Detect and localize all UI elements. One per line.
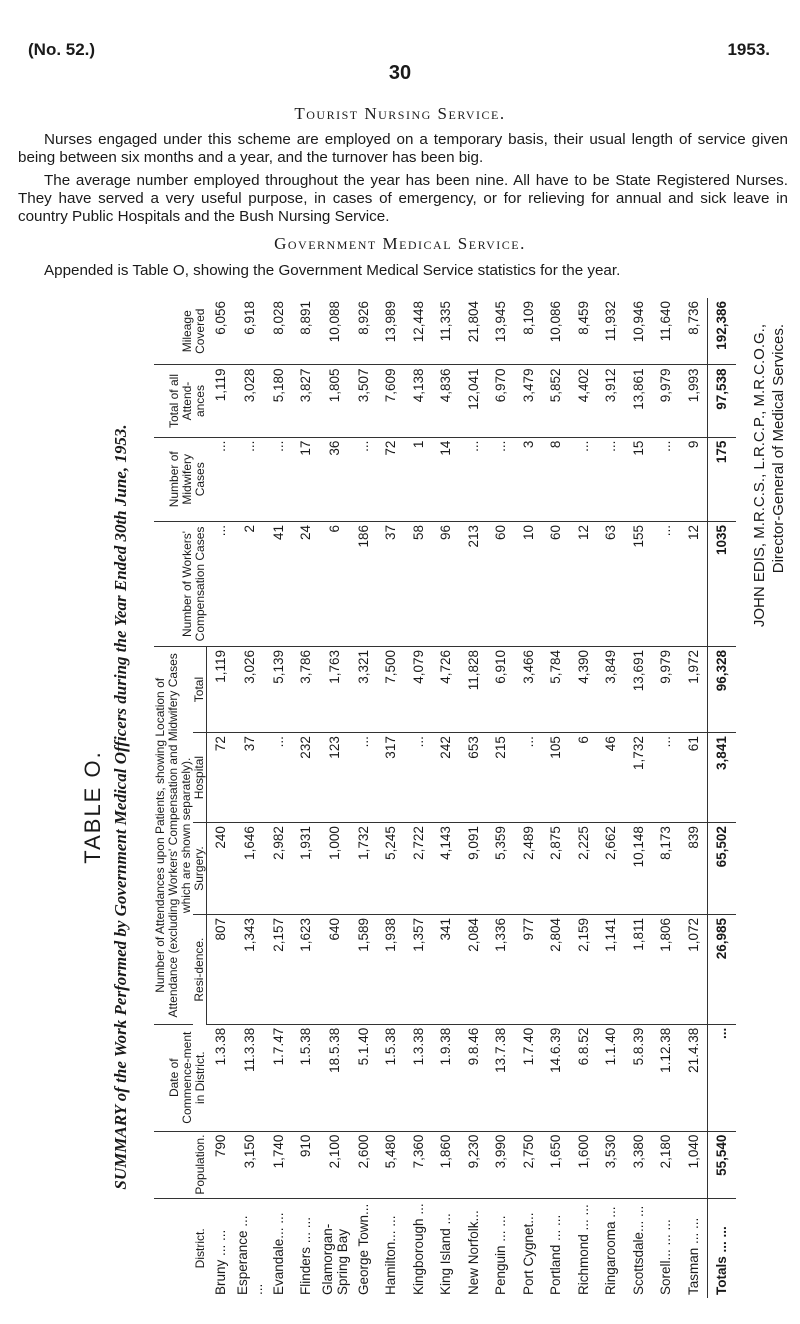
cell-midwifery: 36: [320, 437, 350, 521]
cell-all-attendances: 7,609: [377, 365, 405, 437]
cell-mileage: 6,918: [235, 298, 265, 365]
cell-total: 5,139: [265, 646, 293, 732]
cell-surgery: 2,225: [570, 823, 598, 915]
cell-hospital: 61: [680, 733, 708, 823]
col-date-commencement: Date of Commence-ment in District.: [154, 1024, 207, 1131]
cell-workers-comp: ...: [207, 521, 235, 646]
cell-total: 7,500: [377, 646, 405, 732]
cell-surgery: 1,646: [235, 823, 265, 915]
cell-all-attendances: 3,507: [350, 365, 378, 437]
cell-surgery: 5,359: [487, 823, 515, 915]
cell-residence: 1,806: [652, 914, 680, 1024]
cell-midwifery: ...: [235, 437, 265, 521]
col-residence: Resi-dence.: [193, 914, 207, 1024]
table-subtitle: SUMMARY of the Work Performed by Government Medical Officers during the Year Ended 30th June, 1953.: [111, 424, 130, 1190]
cell-surgery: 2,875: [542, 823, 570, 915]
cell-all-attendances: 5,180: [265, 365, 293, 437]
header-doc-number: (No. 52.): [28, 40, 96, 59]
cell-workers-comp: 10: [515, 521, 543, 646]
rotated-table-container: [60, 290, 800, 1324]
cell-total: 9,979: [652, 646, 680, 732]
cell-hospital: 317: [377, 733, 405, 823]
cell-date: 6.8.52: [570, 1024, 598, 1131]
cell-total: 3,786: [292, 646, 320, 732]
cell-population: 3,150: [235, 1131, 265, 1198]
cell-date: 1.5.38: [292, 1024, 320, 1131]
cell-district: Kingborough ...: [410, 1203, 426, 1295]
cell-residence: 2,157: [265, 914, 293, 1024]
cell-district: Portland ... ...: [548, 1214, 564, 1295]
cell-date: 1.9.38: [432, 1024, 460, 1131]
total-cell-date: ...: [708, 1024, 736, 1131]
cell-surgery: 2,982: [265, 823, 293, 915]
cell-workers-comp: 6: [320, 521, 350, 646]
table-row: [487, 298, 515, 1298]
cell-total: 1,119: [207, 646, 235, 732]
cell-midwifery: ...: [487, 437, 515, 521]
cell-district: King Island ...: [438, 1213, 454, 1295]
cell-district: Richmond ... ...: [575, 1204, 591, 1295]
cell-total: 6,910: [487, 646, 515, 732]
cell-total: 3,026: [235, 646, 265, 732]
col-total-attendances: Total of all Attend-ances: [154, 365, 207, 437]
cell-all-attendances: 5,852: [542, 365, 570, 437]
table-row: [597, 298, 625, 1298]
cell-district: Hamilton... ...: [383, 1215, 399, 1295]
table-row: [460, 298, 488, 1298]
page-number: 30: [388, 62, 412, 84]
cell-district: Tasman ... ...: [685, 1217, 701, 1295]
cell-surgery: 240: [207, 823, 235, 915]
col-total: Total: [193, 646, 207, 732]
table-row: [292, 298, 320, 1298]
cell-midwifery: ...: [265, 437, 293, 521]
col-district: District.: [192, 1228, 207, 1269]
cell-total: 3,321: [350, 646, 378, 732]
cell-residence: 807: [207, 914, 235, 1024]
cell-district: Ringarooma ...: [603, 1206, 619, 1295]
total-cell-residence: 26,985: [708, 914, 736, 1024]
cell-population: 790: [207, 1131, 235, 1198]
cell-population: 9,230: [460, 1131, 488, 1198]
cell-date: 5.8.39: [625, 1024, 653, 1131]
cell-date: 1.7.47: [265, 1024, 293, 1131]
cell-surgery: 9,091: [460, 823, 488, 915]
table-row: [265, 298, 293, 1298]
cell-population: 1,740: [265, 1131, 293, 1198]
section-title-tourist-nursing: Tourist Nursing Service.: [294, 104, 506, 123]
cell-mileage: 8,459: [570, 298, 598, 365]
cell-residence: 1,336: [487, 914, 515, 1024]
cell-district: Port Cygnet...: [520, 1212, 536, 1295]
cell-mileage: 12,448: [405, 298, 433, 365]
cell-workers-comp: 63: [597, 521, 625, 646]
cell-residence: 1,357: [405, 914, 433, 1024]
cell-population: 910: [292, 1131, 320, 1198]
total-cell-hospital: 3,841: [708, 733, 736, 823]
cell-surgery: 10,148: [625, 823, 653, 915]
cell-population: 1,040: [680, 1131, 708, 1198]
cell-residence: 1,343: [235, 914, 265, 1024]
cell-midwifery: ...: [350, 437, 378, 521]
cell-workers-comp: 41: [265, 521, 293, 646]
table-row: [235, 298, 265, 1298]
total-cell-total: 96,328: [708, 646, 736, 732]
cell-surgery: 1,931: [292, 823, 320, 915]
cell-all-attendances: 4,138: [405, 365, 433, 437]
cell-mileage: 10,086: [542, 298, 570, 365]
cell-workers-comp: 12: [680, 521, 708, 646]
total-cell-mileage: 192,386: [708, 298, 736, 365]
cell-residence: 1,938: [377, 914, 405, 1024]
cell-district: Glamorgan-Spring Bay: [319, 1223, 350, 1295]
table-o: [154, 298, 736, 1298]
cell-total: 1,763: [320, 646, 350, 732]
table-o-rotated: [60, 290, 800, 1324]
tourist-paragraph-2: The average number employed throughout the year has been nine. All have to be State Registered Nurses. They have served a very useful purpose, in cases of emergency, or for relieving for annual and sick leave in country Public Hospitals and the Bush Nursing Service.: [18, 172, 788, 225]
col-midwifery: Number of Midwifery Cases: [154, 437, 207, 521]
cell-population: 1,860: [432, 1131, 460, 1198]
cell-surgery: 2,489: [515, 823, 543, 915]
cell-surgery: 4,143: [432, 823, 460, 915]
cell-surgery: 8,173: [652, 823, 680, 915]
table-row: [515, 298, 543, 1298]
cell-workers-comp: 24: [292, 521, 320, 646]
cell-mileage: 11,640: [652, 298, 680, 365]
cell-surgery: 2,662: [597, 823, 625, 915]
cell-residence: 2,804: [542, 914, 570, 1024]
cell-total: 4,390: [570, 646, 598, 732]
cell-residence: 1,589: [350, 914, 378, 1024]
cell-date: 1.3.38: [207, 1024, 235, 1131]
cell-surgery: 5,245: [377, 823, 405, 915]
header-year: 1953.: [727, 40, 770, 59]
table-row: [207, 298, 235, 1298]
cell-hospital: 232: [292, 733, 320, 823]
table-row: [570, 298, 598, 1298]
col-workers-compensation: Number of Workers' Compensation Cases: [154, 521, 207, 646]
cell-mileage: 6,056: [207, 298, 235, 365]
total-cell-midwifery: 175: [708, 437, 736, 521]
cell-total: 4,726: [432, 646, 460, 732]
total-cell-workers-comp: 1035: [708, 521, 736, 646]
total-cell-surgery: 65,502: [708, 823, 736, 915]
cell-district: Evandale... ...: [270, 1212, 286, 1295]
cell-residence: 1,811: [625, 914, 653, 1024]
table-row: [405, 298, 433, 1298]
cell-mileage: 11,932: [597, 298, 625, 365]
cell-population: 2,180: [652, 1131, 680, 1198]
cell-population: 1,600: [570, 1131, 598, 1198]
cell-district: Flinders ... ...: [298, 1216, 314, 1295]
cell-midwifery: 3: [515, 437, 543, 521]
table-row: [350, 298, 378, 1298]
cell-total: 3,849: [597, 646, 625, 732]
cell-date: 14.6.39: [542, 1024, 570, 1131]
cell-residence: 341: [432, 914, 460, 1024]
cell-all-attendances: 6,970: [487, 365, 515, 437]
cell-all-attendances: 4,402: [570, 365, 598, 437]
cell-mileage: 11,335: [432, 298, 460, 365]
cell-all-attendances: 9,979: [652, 365, 680, 437]
cell-hospital: 6: [570, 733, 598, 823]
cell-date: 1.12.38: [652, 1024, 680, 1131]
col-mileage: Mileage Covered: [154, 298, 207, 365]
cell-midwifery: 72: [377, 437, 405, 521]
cell-population: 3,990: [487, 1131, 515, 1198]
cell-population: 5,480: [377, 1131, 405, 1198]
cell-mileage: 8,028: [265, 298, 293, 365]
cell-total: 1,972: [680, 646, 708, 732]
cell-hospital: 123: [320, 733, 350, 823]
cell-mileage: 21,804: [460, 298, 488, 365]
col-hospital: Hospital: [193, 733, 207, 823]
cell-district: Bruny ... ...: [213, 1229, 228, 1295]
cell-date: 5.1.40: [350, 1024, 378, 1131]
cell-mileage: 8,109: [515, 298, 543, 365]
cell-district: Scottsdale... ...: [630, 1205, 646, 1295]
cell-all-attendances: 3,912: [597, 365, 625, 437]
cell-all-attendances: 1,805: [320, 365, 350, 437]
cell-hospital: 1,732: [625, 733, 653, 823]
cell-workers-comp: 37: [377, 521, 405, 646]
cell-workers-comp: 58: [405, 521, 433, 646]
cell-midwifery: ...: [570, 437, 598, 521]
section-title-government-medical: Government Medical Service.: [274, 234, 526, 253]
col-surgery: Surgery.: [193, 823, 207, 915]
cell-hospital: 653: [460, 733, 488, 823]
cell-date: 11.3.38: [235, 1024, 265, 1131]
total-cell-district: Totals ... ...: [708, 1198, 736, 1298]
cell-residence: 977: [515, 914, 543, 1024]
cell-mileage: 8,891: [292, 298, 320, 365]
cell-all-attendances: 4,836: [432, 365, 460, 437]
table-body: [207, 298, 736, 1298]
total-cell-population: 55,540: [708, 1131, 736, 1198]
cell-mileage: 10,946: [625, 298, 653, 365]
cell-mileage: 8,926: [350, 298, 378, 365]
cell-midwifery: 9: [680, 437, 708, 521]
cell-midwifery: ...: [207, 437, 235, 521]
signature-name: JOHN EDIS, M.R.C.S., L.R.C.P., M.R.C.O.G.,: [751, 324, 768, 628]
cell-total: 11,828: [460, 646, 488, 732]
cell-hospital: ...: [350, 733, 378, 823]
cell-district: George Town...: [355, 1203, 371, 1295]
cell-hospital: 105: [542, 733, 570, 823]
cell-district: Esperance ... ...: [234, 1215, 265, 1295]
cell-total: 13,691: [625, 646, 653, 732]
cell-surgery: 2,722: [405, 823, 433, 915]
cell-residence: 640: [320, 914, 350, 1024]
cell-population: 1,650: [542, 1131, 570, 1198]
table-totals-row: [708, 298, 736, 1298]
cell-total: 5,784: [542, 646, 570, 732]
cell-total: 3,466: [515, 646, 543, 732]
cell-workers-comp: 60: [542, 521, 570, 646]
cell-hospital: 46: [597, 733, 625, 823]
cell-residence: 2,159: [570, 914, 598, 1024]
cell-residence: 2,084: [460, 914, 488, 1024]
cell-workers-comp: 96: [432, 521, 460, 646]
cell-population: 7,360: [405, 1131, 433, 1198]
cell-hospital: 242: [432, 733, 460, 823]
cell-midwifery: ...: [652, 437, 680, 521]
cell-midwifery: ...: [597, 437, 625, 521]
cell-workers-comp: 213: [460, 521, 488, 646]
cell-population: 2,100: [320, 1131, 350, 1198]
cell-mileage: 8,736: [680, 298, 708, 365]
cell-date: 1.3.38: [405, 1024, 433, 1131]
col-group-attendances: Number of Attendances upon Patients, showing Location of Attendance (excluding Workers' Compensation and Midwifery Cases which are shown separately).: [154, 646, 193, 1024]
table-row: [625, 298, 653, 1298]
cell-hospital: ...: [405, 733, 433, 823]
cell-total: 4,079: [405, 646, 433, 732]
cell-all-attendances: 1,993: [680, 365, 708, 437]
cell-residence: 1,623: [292, 914, 320, 1024]
cell-date: 18.5.38: [320, 1024, 350, 1131]
cell-district: New Norfolk...: [465, 1210, 481, 1295]
cell-midwifery: 17: [292, 437, 320, 521]
cell-hospital: 37: [235, 733, 265, 823]
table-row: [377, 298, 405, 1298]
cell-date: 1.7.40: [515, 1024, 543, 1131]
cell-all-attendances: 1,119: [207, 365, 235, 437]
cell-midwifery: 14: [432, 437, 460, 521]
cell-workers-comp: 2: [235, 521, 265, 646]
col-population: Population.: [154, 1131, 207, 1198]
cell-hospital: 72: [207, 733, 235, 823]
table-row: [542, 298, 570, 1298]
cell-district: Penguin ... ...: [493, 1215, 509, 1295]
signature-title: Director-General of Medical Services.: [770, 324, 787, 574]
cell-workers-comp: 12: [570, 521, 598, 646]
cell-residence: 1,072: [680, 914, 708, 1024]
cell-midwifery: ...: [460, 437, 488, 521]
cell-date: 1.5.38: [377, 1024, 405, 1131]
cell-surgery: 839: [680, 823, 708, 915]
cell-all-attendances: 3,827: [292, 365, 320, 437]
cell-surgery: 1,732: [350, 823, 378, 915]
cell-population: 3,380: [625, 1131, 653, 1198]
cell-mileage: 13,945: [487, 298, 515, 365]
cell-workers-comp: 186: [350, 521, 378, 646]
cell-all-attendances: 12,041: [460, 365, 488, 437]
cell-hospital: ...: [515, 733, 543, 823]
cell-population: 2,750: [515, 1131, 543, 1198]
cell-workers-comp: ...: [652, 521, 680, 646]
cell-date: 21.4.38: [680, 1024, 708, 1131]
cell-district: Sorell... ... ...: [658, 1219, 674, 1295]
cell-all-attendances: 3,479: [515, 365, 543, 437]
cell-mileage: 13,989: [377, 298, 405, 365]
tourist-paragraph-1: Nurses engaged under this scheme are employed on a temporary basis, their usual length of service given being between six months and a year, and the turnover has been big.: [18, 131, 788, 166]
signature-block: [750, 324, 788, 1324]
cell-all-attendances: 3,028: [235, 365, 265, 437]
total-cell-all-attendances: 97,538: [708, 365, 736, 437]
cell-hospital: ...: [652, 733, 680, 823]
table-row: [680, 298, 708, 1298]
cell-hospital: 215: [487, 733, 515, 823]
cell-residence: 1,141: [597, 914, 625, 1024]
cell-population: 3,530: [597, 1131, 625, 1198]
cell-date: 1.1.40: [597, 1024, 625, 1131]
cell-workers-comp: 155: [625, 521, 653, 646]
cell-midwifery: 1: [405, 437, 433, 521]
cell-date: 13.7.38: [487, 1024, 515, 1131]
cell-population: 2,600: [350, 1131, 378, 1198]
cell-hospital: ...: [265, 733, 293, 823]
table-row: [652, 298, 680, 1298]
table-row: [432, 298, 460, 1298]
table-title: TABLE O.: [80, 750, 105, 864]
cell-midwifery: 8: [542, 437, 570, 521]
gms-paragraph: Appended is Table O, showing the Government Medical Service statistics for the year.: [44, 262, 621, 279]
cell-all-attendances: 13,861: [625, 365, 653, 437]
cell-date: 9.8.46: [460, 1024, 488, 1131]
cell-midwifery: 15: [625, 437, 653, 521]
cell-workers-comp: 60: [487, 521, 515, 646]
cell-mileage: 10,088: [320, 298, 350, 365]
cell-surgery: 1,000: [320, 823, 350, 915]
table-row: [320, 298, 350, 1298]
